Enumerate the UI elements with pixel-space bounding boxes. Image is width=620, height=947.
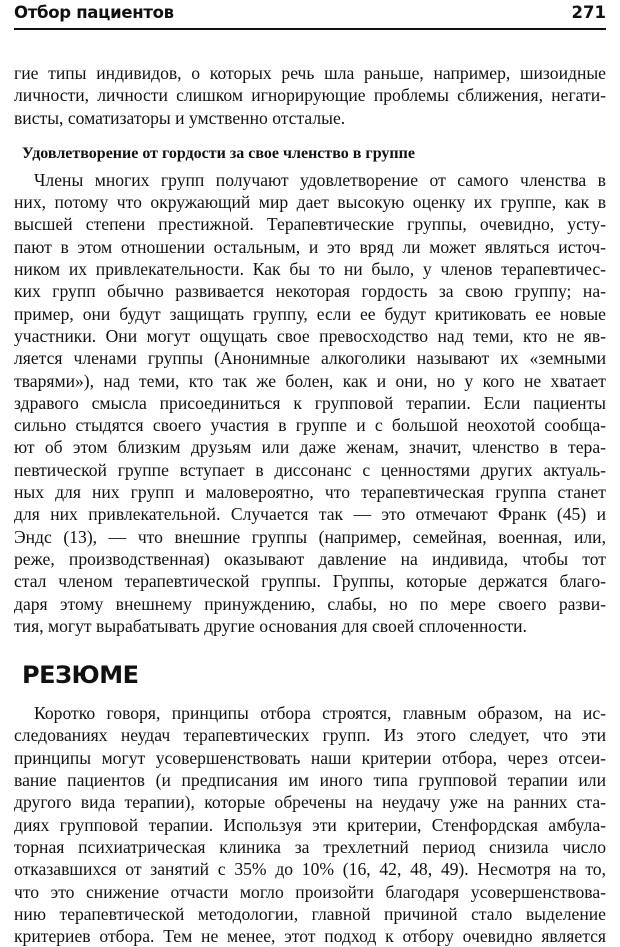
text-line: них, потому что окружающий мир дает высокую оценку их группе, как в [14,192,606,213]
text-line: принципы могут усовершенствовать наши критерии отбора, через отсеи- [14,747,606,768]
text-line: высшей степени престижной. Терапевтические группы, очевидно, усту- [14,214,606,235]
text-line: ляется членами группы (Анонимные алкоголики называют их «земными [14,348,606,369]
text-line: участники. Они могут ощущать свое превосходство над теми, кто не яв- [14,325,606,346]
text-line: гие типы индивидов, о которых речь шла раньше, например, шизоидные [14,63,606,83]
text-line: ких групп обычно развивается некоторая гордость за свою группу; на- [14,281,606,302]
text-line: пают в этом отношении остальным, и это вряд ли может являться источ- [14,236,606,257]
page-content [14,62,606,947]
text-line: торная психиатрическая клиника за трехлетний период снизила число [14,836,606,857]
text-line: здравого смысла присоединиться к групповой терапии. Если пациенты [14,392,606,413]
subsection-heading: Удовлетворение от гордости за свое членство в группе [22,144,415,162]
text-line: вание пациентов (и предписания им иного типа групповой терапии или [14,770,606,791]
text-line: критериев отбора. Тем не менее, этот подход к отбору очевидно является [14,926,606,947]
text-line: нию терапевтической методологии, главной причиной стало выделение [14,903,606,924]
text-line: что это снижение отчасти могло произойти благодаря усовершенствова- [14,881,606,902]
text-line: личности, личности слишком игнорирующие проблемы сближения, негати- [14,85,606,106]
text-line: отказавшихся от занятий с 35% до 10% (16, 42, 48, 49). Несмотря на то, [14,859,606,880]
text-line: ником их привлекательности. Как бы то ни было, у членов терапевтичес- [14,259,606,280]
paragraph-summary [14,702,606,947]
text-line: реже, производственная) оказывают давление на индивида, чтобы тот [14,548,606,569]
paragraph-pride-in-membership [14,169,606,637]
text-line: стал членом терапевтической группы. Группы, которые держатся благо- [14,571,606,592]
text-line: следованиях неудач терапевтических групп. Из этого следует, что эти [14,725,606,746]
text-line: даря этому внешнему принуждению, слабы, но по мере своего разви- [14,593,606,614]
paragraph-continuation [14,62,606,129]
text-line: для них привлекательной. Случается так — это отмечают Франк (45) и [14,504,606,525]
page-number: 271 [571,3,606,22]
text-line: сильно стыдятся своего участия в группе и с большой неохотой сообща- [14,415,606,436]
text-line: Эндс (13), — что внешние группы (например, семейная, военная, или, [14,526,606,547]
running-header [14,0,606,30]
chapter-title: Отбор пациентов [14,3,174,22]
section-heading-summary: РЕЗЮМЕ [22,661,139,690]
text-line: пример, они будут защищать группу, если ее будут критиковать ее новые [14,303,606,324]
text-line: Члены многих групп получают удовлетворение от самого членства в [34,169,606,190]
text-line: диях групповой терапии. Используя эти критерии, Стенфордская амбула- [14,814,606,835]
text-line: Коротко говоря, принципы отбора строятся, главным образом, на ис- [34,703,606,724]
text-line: ют об этом близким друзьям или даже женам, значит, членство в тера- [14,437,606,458]
text-line: висты, соматизаторы и умственно отсталые. [14,107,346,128]
text-line: тия, могут вырабатывать другие основания для своей сплоченности. [14,615,527,636]
text-line: тварями»), над теми, кто так же болен, как и они, но у кого не хватает [14,370,606,391]
text-line: ных для них групп и маловероятно, что терапевтическая группа станет [14,482,606,503]
text-line: другого вида терапии), которые обречены на неудачу уже на ранних ста- [14,792,606,813]
text-line: певтической группе вступает в диссонанс с ценностями других актуаль- [14,459,606,480]
